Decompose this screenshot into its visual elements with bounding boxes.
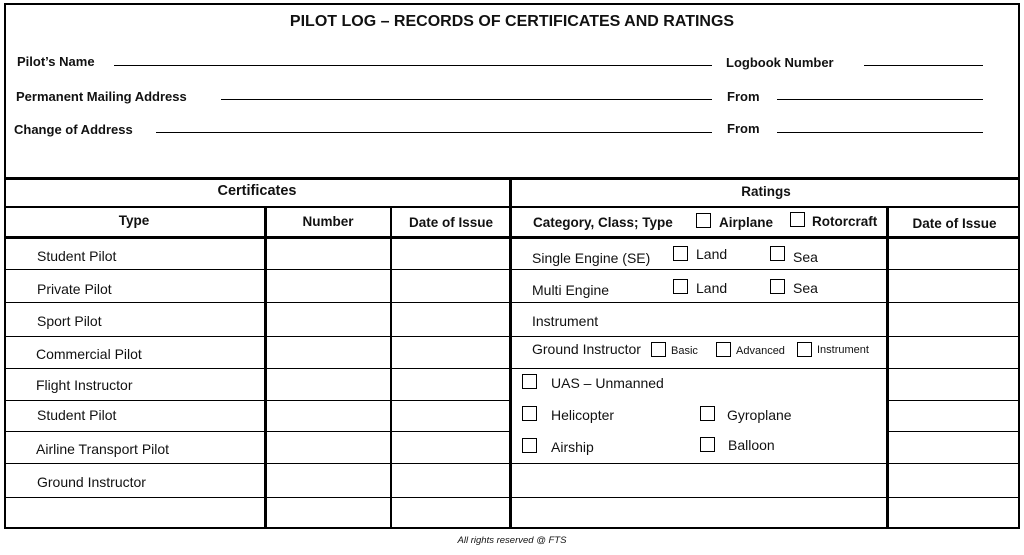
row-line: [888, 302, 1020, 303]
single-engine-sea-label: Sea: [793, 249, 818, 265]
gyroplane-checkbox[interactable]: [700, 406, 715, 421]
row-line: [888, 336, 1020, 337]
row-line: [888, 400, 1020, 401]
row-line: [265, 302, 510, 303]
multi-engine-label: Multi Engine: [532, 282, 610, 298]
ratings-header: Ratings: [741, 184, 791, 199]
row-line: [4, 463, 265, 464]
balloon-checkbox[interactable]: [700, 437, 715, 452]
row-line: [265, 497, 510, 498]
from-line-2[interactable]: [777, 132, 983, 133]
multi-engine-land-label: Land: [696, 280, 728, 296]
certificate-type-cell: Airline Transport Pilot: [36, 441, 170, 457]
multi-engine-land-checkbox[interactable]: [673, 279, 688, 294]
from-label-1: From: [727, 89, 760, 104]
section-divider: [509, 178, 512, 529]
certificate-type-cell: Ground Instructor: [37, 474, 146, 490]
ground-advanced-checkbox[interactable]: [716, 342, 731, 357]
airplane-label: Airplane: [719, 215, 774, 230]
certificate-type-cell: Commercial Pilot: [36, 346, 142, 362]
column-divider: [886, 207, 889, 529]
certificates-header: Certificates: [217, 183, 297, 199]
row-line: [265, 431, 510, 432]
logbook-number-label: Logbook Number: [726, 55, 834, 70]
ground-advanced-label: Advanced: [736, 345, 785, 357]
certificate-type-cell: Sport Pilot: [37, 313, 102, 329]
row-line: [888, 497, 1020, 498]
rotorcraft-label: Rotorcraft: [812, 214, 878, 229]
helicopter-checkbox[interactable]: [522, 406, 537, 421]
certificate-type-cell: Flight Instructor: [36, 377, 133, 393]
ground-instructor-label: Ground Instructor: [532, 341, 641, 357]
row-line: [265, 463, 510, 464]
helicopter-label: Helicopter: [551, 407, 615, 423]
ground-instrument-label: Instrument: [817, 344, 869, 356]
column-divider: [390, 207, 392, 529]
row-line: [4, 400, 265, 401]
row-line: [265, 269, 510, 270]
copyright-footer: All rights reserved @ FTS: [457, 535, 567, 546]
row-line: [4, 302, 265, 303]
type-column-header: Type: [118, 213, 150, 228]
certificate-date-column-header: Date of Issue: [408, 215, 494, 230]
row-line: [512, 336, 888, 337]
category-column-header: Category, Class; Type: [533, 215, 673, 230]
from-label-2: From: [727, 121, 760, 136]
single-engine-label: Single Engine (SE): [532, 250, 651, 266]
uas-checkbox[interactable]: [522, 374, 537, 389]
column-divider: [264, 207, 267, 529]
row-line: [265, 336, 510, 337]
certificate-type-cell: Private Pilot: [37, 281, 112, 297]
airplane-checkbox[interactable]: [696, 213, 711, 228]
airship-checkbox[interactable]: [522, 438, 537, 453]
row-line: [4, 368, 265, 369]
single-engine-land-checkbox[interactable]: [673, 246, 688, 261]
uas-label: UAS – Unmanned: [551, 375, 664, 391]
multi-engine-sea-checkbox[interactable]: [770, 279, 785, 294]
row-line: [512, 269, 888, 270]
ground-basic-label: Basic: [671, 345, 698, 357]
form-title: PILOT LOG – RECORDS OF CERTIFICATES AND RATINGS: [289, 13, 735, 30]
rotorcraft-checkbox[interactable]: [790, 212, 805, 227]
row-line: [888, 368, 1020, 369]
pilot-name-label: Pilot’s Name: [17, 54, 95, 69]
row-line: [512, 302, 888, 303]
row-line: [512, 368, 888, 369]
row-line: [888, 269, 1020, 270]
row-line: [265, 368, 510, 369]
from-line-1[interactable]: [777, 99, 983, 100]
single-engine-land-label: Land: [696, 246, 728, 262]
logbook-number-line[interactable]: [864, 65, 983, 66]
change-address-line[interactable]: [156, 132, 712, 133]
row-line: [4, 497, 265, 498]
instrument-rating-label: Instrument: [532, 313, 599, 329]
row-line: [4, 431, 265, 432]
section-header-divider: [4, 206, 1020, 208]
row-line: [512, 497, 888, 498]
airship-label: Airship: [551, 439, 594, 455]
certificate-type-cell: Student Pilot: [37, 248, 117, 264]
rating-date-column-header: Date of Issue: [912, 216, 997, 231]
row-line: [265, 400, 510, 401]
row-line: [888, 463, 1020, 464]
number-column-header: Number: [302, 214, 354, 229]
multi-engine-sea-label: Sea: [793, 280, 818, 296]
pilot-name-line[interactable]: [114, 65, 712, 66]
row-line: [4, 336, 265, 337]
certificate-type-cell: Student Pilot: [37, 407, 117, 423]
permanent-address-line[interactable]: [221, 99, 712, 100]
table-top-border: [4, 177, 1020, 180]
row-line: [4, 269, 265, 270]
single-engine-sea-checkbox[interactable]: [770, 246, 785, 261]
permanent-address-label: Permanent Mailing Address: [16, 89, 187, 104]
column-header-divider: [4, 236, 1020, 239]
gyroplane-label: Gyroplane: [727, 407, 792, 423]
row-line: [888, 431, 1020, 432]
ground-basic-checkbox[interactable]: [651, 342, 666, 357]
change-address-label: Change of Address: [14, 122, 133, 137]
row-line: [512, 463, 888, 464]
ground-instrument-checkbox[interactable]: [797, 342, 812, 357]
balloon-label: Balloon: [728, 437, 775, 453]
